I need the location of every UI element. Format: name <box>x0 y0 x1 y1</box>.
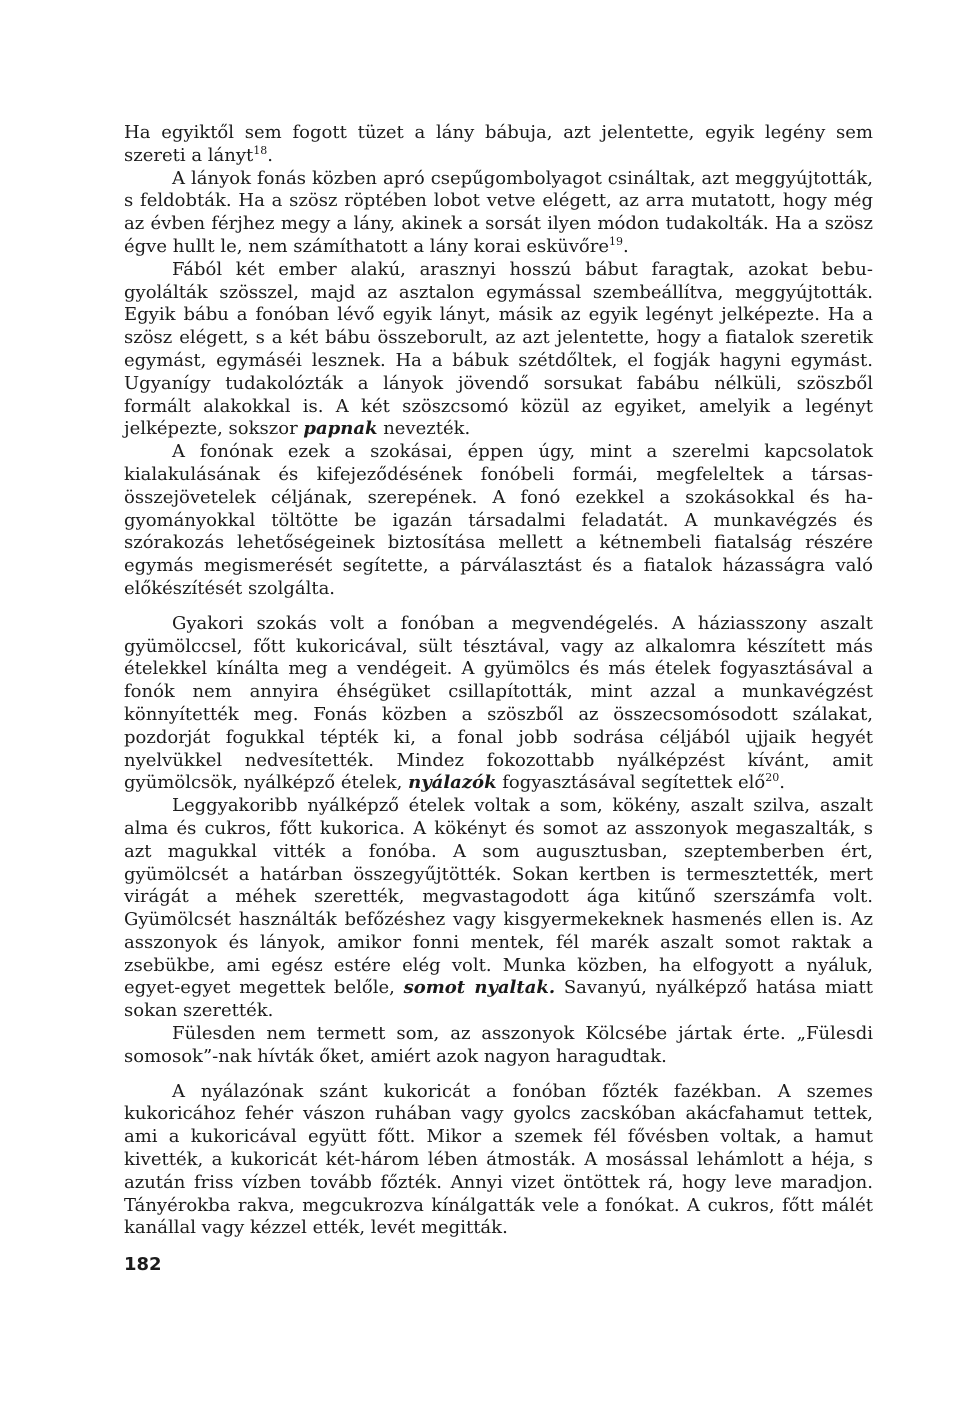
text-segment: A lányok fonás közben apró csepűgombolyagot csináltak, azt meggyújtották, s feldobták. Ha a szösz röptében lobot vetve elégett, az arra mutatott, hogy még az évben férjhez megy a lány, akinek a sorsát ilyen módon tudakolták. Ha a szösz égve hullt le, nem számíthatott a lány korai esküvőre <box>124 167 873 257</box>
emphasized-term: somot nyaltak. <box>403 977 556 999</box>
text-segment: . <box>267 144 274 166</box>
paragraph <box>124 795 873 1023</box>
footnote-reference: 19 <box>609 234 623 248</box>
text-segment: A fonónak ezek a szokásai, éppen úgy, mint a szerelmi kapcsolatok kialakulásának és kifejeződésének fonóbeli formái, megfeleltek a társasösszejövetelek céljának, szerepének. A fonó ezekkel a szokásokkal és hagyományokkal töltötte be igazán társadalmi feladatát. A munkavégzés és szórakozás lehetőségeinek biztosítása mellett a kétnembeli fiatalság részére egymás megismerését segítette, a párválasztást és a fiatalok házasságra való előkészítését szolgálta. <box>124 441 873 599</box>
text-segment: Fülesden nem termett som, az asszonyok Kölcsébe jártak érte. „Fülesdi somosok”-nak hívták őket, amiért azok nagyon haragudtak. <box>124 1023 873 1067</box>
text-segment: Ha egyiktől sem fogott tüzet a lány bábuja, azt jelentette, egyik legény sem szereti a lányt <box>124 122 873 166</box>
text-segment: A nyálazónak szánt kukoricát a fonóban főzték fazékban. A szemes kukoricához fehér vászon ruhában vagy gyolcs zacskóban akácfahamut tettek, ami a kukoricával együtt főtt. Mikor a szemek fél fővésben voltak, a hamut kivették, a kukoricát két-három lében átmosták. A mosással lehámlott a héja, s azután friss vízben tovább főzték. Annyi vizet öntöttek rá, hogy leve maradjon. Tányérokba rakva, megcukrozva kínálgatták vele a fonókat. A cukros, főtt málét kanállal vagy kézzel ették, levét megitták. <box>124 1080 873 1239</box>
text-segment: Fából két ember alakú, arasznyi hosszú bábut faragtak, azokat bebugyolálták szösszel, majd az asztalon egymással szembeállítva, meggyújtották. Egyik bábu a fonóban lévő egyik lányt, másik az egyik legényt jelképezte. Ha a szösz elégett, s a két bábu összeborult, az azt jelentette, hogy a fiatalok szeretik egymást, egymáséi lesznek. Ha a bábuk szétdőltek, el fogják hagyni egymást. Ugyanígy tudakolózták a lányok jövendő sorsukat fabábu nélküli, szöszből formált alakokkal is. A két szöszcsomó közül az egyiket, amelyik a legényt jelképezte, sokszor <box>124 258 873 440</box>
text-segment: Leggyakoribb nyálképző ételek voltak a som, kökény, aszalt szilva, aszalt alma és cukros, főtt kukorica. A kökényt és somot az asszonyok megaszalták, s azt magukkal vitték a fonóba. A som augusztusban, szeptemberben ért, gyümölcsét a határban összegyűjtötték. Sokan kertben is termesztették, mert virágát a méhek szerették, megvastagodott ága kitűnő szerszámfa volt. Gyümölcsét használták befőzéshez vagy kisgyermekeknek hasmenés ellen is. Az asszonyok és lányok, amikor fonni mentek, fél marék aszalt somot raktak a zsebükbe, ami egész estére elég volt. Munka közben, ha elfogyott a nyáluk, egyet-egyet megettek belőle, <box>124 795 873 999</box>
paragraph <box>124 259 873 441</box>
paragraph <box>124 613 873 795</box>
paragraph <box>124 1081 873 1241</box>
page-number: 182 <box>124 1254 162 1275</box>
text-segment: . <box>623 235 629 257</box>
paragraph <box>124 1023 873 1069</box>
text-segment: Gyakori szokás volt a fonóban a megvendégelés. A háziasszony aszalt gyümölccsel, főtt kukoricával, sült tésztával, vagy az alkalomra készített más ételekkel kínálta meg a vendégeit. A gyümölcs és más ételek fogyasztásával a fonók nem annyira éhségüket csillapították, mint azzal a munkavégzést könnyítették meg. Fonás közben a szöszből az összecsomósodott szálakat, pozdorját fogukkal tépték ki, a fonal jobb sodrása céljából ujjaik hegyét nyelvükkel nedvesítették. Mindez fokozottabb nyálképzést kívánt, amit gyümölcsök, nyálképző ételek, <box>124 612 873 794</box>
paragraph <box>124 122 873 168</box>
emphasized-term: nyálazók <box>408 772 497 794</box>
footnote-reference: 20 <box>765 771 780 785</box>
paragraph <box>124 168 873 259</box>
text-segment: fogyasztásával segítettek elő <box>496 772 766 794</box>
footnote-reference: 18 <box>253 143 268 157</box>
text-segment: . <box>779 772 786 794</box>
text-segment: Savanyú, nyálképző hatása miatt sokan szerették. <box>124 977 873 1022</box>
page-body <box>124 122 873 1240</box>
paragraph <box>124 441 873 601</box>
text-segment: nevezték. <box>377 418 471 440</box>
emphasized-term: papnak <box>303 418 378 440</box>
